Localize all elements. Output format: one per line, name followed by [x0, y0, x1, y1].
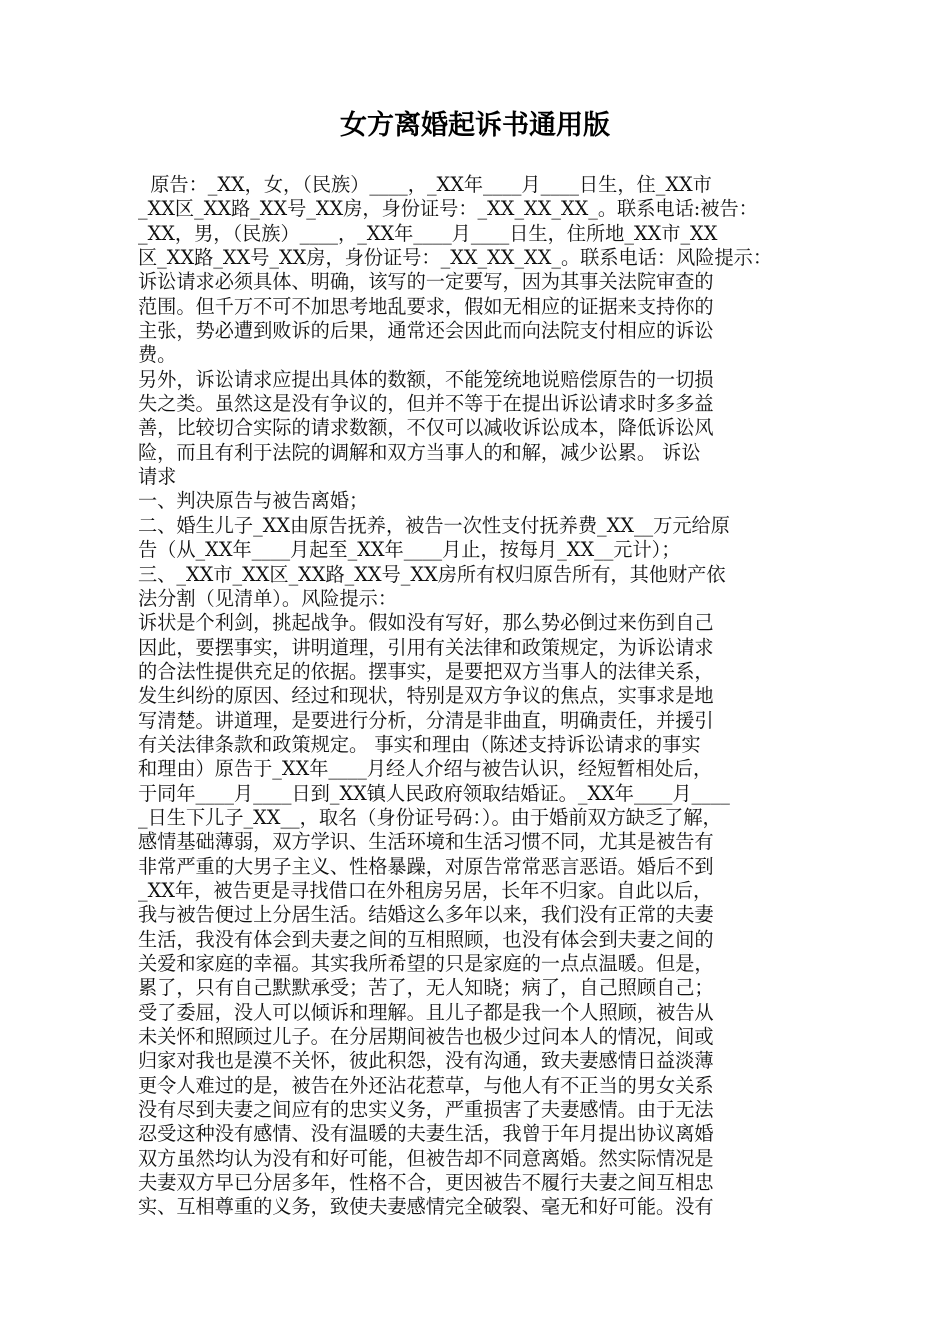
body-line: 二、婚生儿子_XX由原告抚养，被告一次性支付抚养费_XX__万元给原	[138, 513, 730, 537]
body-line: 和理由）原告于_XX年____月经人介绍与被告认识，经短暂相处后，	[138, 757, 713, 781]
body-line: 的合法性提供充足的依据。摆事实，是要把双方当事人的法律关系，	[138, 659, 714, 683]
body-line: 一、判决原告与被告离婚；	[138, 489, 369, 513]
body-line: 善，比较切合实际的请求数额，不仅可以减收诉讼成本，降低诉讼风	[138, 416, 714, 440]
body-line: 范围。但千万不可不加思考地乱要求，假如无相应的证据来支持你的	[138, 294, 714, 318]
body-line: 因此，要摆事实，讲明道理，引用有关法律和政策规定，为诉讼请求	[138, 635, 714, 659]
body-line: 另外，诉讼请求应提出具体的数额，不能笼统地说赔偿原告的一切损	[138, 367, 714, 391]
body-line: 险，而且有利于法院的调解和双方当事人的和解，减少讼累。 诉讼	[138, 440, 701, 464]
body-line: 区_XX路_XX号_XX房，身份证号：_XX_XX_XX_。联系电话：风险提示：	[138, 246, 773, 270]
body-line: 主张，势必遭到败诉的后果，通常还会因此而向法院支付相应的诉讼	[138, 319, 714, 343]
body-line: 夫妻双方早已分居多年，性格不合，更因被告不履行夫妻之间互相忠	[138, 1171, 714, 1195]
body-line: 告（从_XX年____月起至_XX年____月止，按每月_XX__元计）；	[138, 538, 681, 562]
body-line: 更令人难过的是，被告在外还沾花惹草，与他人有不正当的男女关系	[138, 1073, 714, 1097]
body-line: 写清楚。讲道理，是要进行分析，分清是非曲直，明确责任，并援引	[138, 708, 714, 732]
body-line: 诉讼请求必须具体、明确，该写的一定要写，因为其事关法院审查的	[138, 270, 714, 294]
body-line: 发生纠纷的原因、经过和现状，特别是双方争议的焦点，实事求是地	[138, 684, 714, 708]
body-line: 关爱和家庭的幸福。其实我所希望的只是家庭的一点点温暖。但是，	[138, 952, 714, 975]
body-line: 三、_XX市_XX区_XX路_XX号_XX房所有权归原告所有，其他财产依	[138, 562, 726, 586]
body-line: 法分割（见清单）。风险提示：	[138, 586, 398, 610]
body-line: 失之类。虽然这是没有争议的，但并不等于在提出诉讼请求时多多益	[138, 392, 714, 416]
body-line: 有关法律条款和政策规定。 事实和理由（陈述支持诉讼请求的事实	[138, 732, 701, 756]
body-line: 累了，只有自己默默承受；苦了，无人知晓；病了，自己照顾自己；	[138, 976, 714, 1000]
body-line: 忍受这种没有感情、没有温暖的夫妻生活，我曾于年月提出协议离婚	[138, 1122, 714, 1146]
document-title: 女方离婚起诉书通用版	[340, 110, 610, 141]
body-line: 双方虽然均认为没有和好可能，但被告却不同意离婚。然实际情况是	[138, 1146, 714, 1170]
body-line: 没有尽到夫妻之间应有的忠实义务，严重损害了夫妻感情。由于无法	[138, 1098, 714, 1122]
body-line: _XX，男，（民族）____，_XX年____月____日生，住所地_XX市_XX	[138, 221, 718, 245]
body-line: 未关怀和照顾过儿子。在分居期间被告也极少过问本人的情况，间或	[138, 1025, 714, 1049]
body-line: 感情基础薄弱，双方学识、生活环境和生活习惯不同，尤其是被告有	[138, 830, 714, 854]
body-line: 实、互相尊重的义务，致使夫妻感情完全破裂、毫无和好可能。没有	[138, 1195, 714, 1219]
body-line: 生活，我没有体会到夫妻之间的互相照顾，也没有体会到夫妻之间的	[138, 927, 714, 951]
body-line: 我与被告便过上分居生活。结婚这么多年以来，我们没有正常的夫妻	[138, 903, 714, 927]
body-line: 非常严重的大男子主义、性格暴躁，对原告常常恶言恶语。婚后不到	[138, 854, 714, 878]
body-line: 费。	[138, 343, 177, 367]
body-line: 归家对我也是漠不关怀，彼此积怨，没有沟通，致夫妻感情日益淡薄	[138, 1049, 714, 1073]
document-body	[138, 173, 828, 1220]
body-line: _XX区_XX路_XX号_XX房，身份证号：_XX_XX_XX_。联系电话:被告：	[138, 197, 758, 221]
body-line: 原告：_XX，女，（民族）____，_XX年____月____日生，住_XX市	[138, 173, 712, 196]
body-line: 于同年____月____日到_XX镇人民政府领取结婚证。_XX年____月____	[138, 781, 730, 805]
body-line: _日生下儿子_XX__，取名（身份证号码：）。由于婚前双方缺乏了解，	[138, 805, 722, 829]
body-line: 诉状是个利剑，挑起战争。假如没有写好，那么势必倒过来伤到自己	[138, 611, 714, 635]
body-line: 受了委屈，没人可以倾诉和理解。且儿子都是我一个人照顾，被告从	[138, 1000, 714, 1024]
body-line: 请求	[138, 465, 177, 489]
body-line: _XX年，被告更是寻找借口在外租房另居，长年不归家。自此以后，	[138, 878, 713, 902]
